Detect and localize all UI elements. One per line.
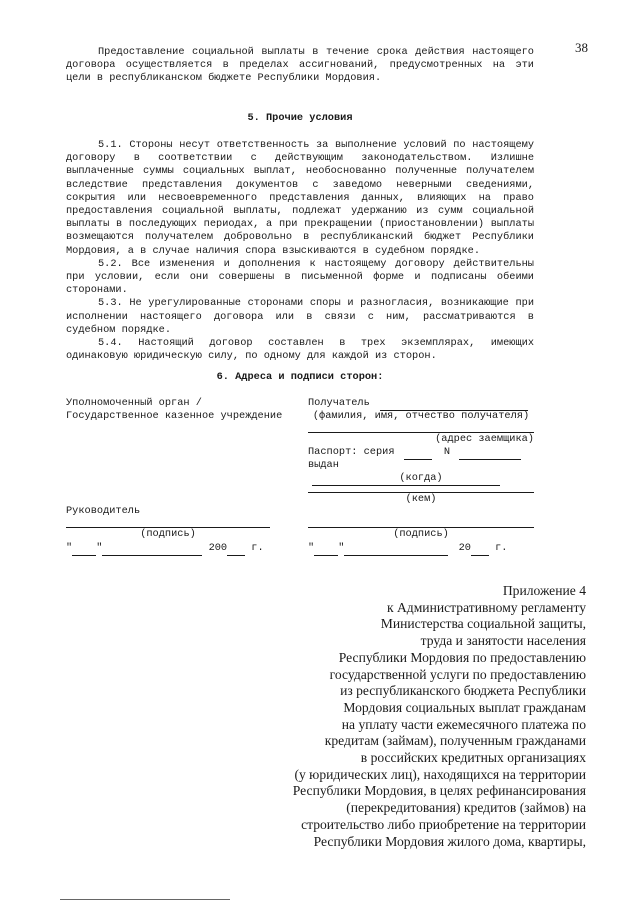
date-right-year-suffix: г. (495, 542, 508, 554)
recipient-caption: (фамилия, имя, отчество получателя) (312, 410, 530, 422)
head-label: Руководитель (66, 505, 141, 517)
appendix-line: (у юридических лиц), находящихся на территории (294, 766, 586, 782)
appendix-line: Мордовия социальных выплат гражданам (343, 699, 586, 715)
section-6-title: 6. Адреса и подписи сторон: (216, 371, 384, 383)
clause-5-1: 5.1. Стороны несут ответственность за выполнение условий по настоящему договору в соответствии с действующим законодательством. Излишне выплаченные суммы социальных выплат, необоснованно полученные получателем вследствие представления документов с заведомо неверными сведениями, сокрытия или несвоевременного представления данных, влияющих на право предоставления социальной выплаты, подлежат удержанию из сумм социальной выплаты в последующих периодах, а при прекращении (приостановлении) выплаты возмещаются получателем добровольно в республиканский бюджет Республики Мордовия, а в случае наличия спора взыскиваются в судебном порядке. (66, 139, 534, 257)
address-caption: (адрес заемщика) (435, 433, 534, 445)
appendix-line: на уплату части ежемесячного платежа по (341, 716, 586, 732)
date-left-day-line (72, 542, 96, 556)
appendix-line: строительство либо приобретение на территории (301, 816, 586, 832)
section-5-title: 5. Прочие условия (247, 112, 353, 124)
appendix-line: (перекредитования) кредитов (займов) на (346, 800, 586, 816)
date-right-day-line (314, 542, 338, 556)
date-right-year-line (471, 542, 489, 556)
authority-label-line1: Уполномоченный орган / (66, 397, 202, 409)
clause-5-3: 5.3. Не урегулированные сторонами споры и разногласия, возникающие при исполнении настоящего договора или в связи с ним, рассматриваются в судебном порядке. (66, 297, 534, 336)
date-right-year: 20 (458, 542, 471, 554)
intro-paragraph-block (66, 46, 534, 86)
clause-5-4: 5.4. Настоящий договор составлен в трех экземплярах, имеющих одинаковую юридическую силу, по одному для каждой из сторон. (66, 337, 534, 363)
authority-label-line2: Государственное казенное учреждение (66, 410, 283, 423)
date-left-year: 200 (208, 542, 228, 554)
date-left-month-line (102, 542, 202, 556)
appendix-line: Министерства социальной защиты, (380, 616, 586, 632)
passport-label: Паспорт: серия (308, 446, 395, 458)
appendix-line: Республики Мордовия по предоставлению (338, 649, 586, 665)
when-caption: (когда) (399, 472, 443, 484)
footer-rule (60, 899, 230, 900)
appendix-line: к Административному регламенту (386, 599, 586, 615)
section-5-body (66, 139, 534, 363)
section-6 (66, 371, 534, 384)
appendix-line: Республики Мордовия, в целях рефинансирования (292, 783, 586, 799)
authority-party (66, 397, 286, 423)
appendix-header (286, 583, 586, 850)
section-5 (66, 112, 534, 125)
appendix-line: из республиканского бюджета Республики (340, 683, 586, 699)
date-right-month-line (344, 542, 448, 556)
appendix-line: в российских кредитных организациях (360, 750, 586, 766)
page-number: 38 (575, 40, 588, 55)
date-right-quote-open: " (308, 542, 315, 554)
date-left-year-suffix: г. (251, 542, 264, 554)
issued-label: выдан (308, 459, 339, 471)
clause-5-2: 5.2. Все изменения и дополнения к настоящему договору действительны при условии, если они совершены в письменной форме и подписаны обеими сторонами. (66, 257, 534, 297)
intro-paragraph: Предоставление социальной выплаты в течение срока действия настоящего договора осуществляется в пределах ассигнований, предусмотренных на эти цели в республиканском бюджете Республики Мордовия. (66, 46, 534, 85)
date-left (66, 542, 264, 556)
appendix-line: кредитам (займам), полученным гражданами (324, 733, 586, 749)
date-left-quote-open: " (66, 542, 73, 554)
appendix-line: труда и занятости населения (420, 633, 586, 649)
appendix-line: Приложение 4 (502, 583, 586, 598)
by-whom-caption: (кем) (405, 493, 437, 505)
signature-caption-left: (подпись) (140, 528, 196, 540)
appendix-line: Республики Мордовия жилого дома, квартиры, (313, 833, 586, 849)
date-left-quote-close: " (96, 542, 103, 554)
passport-number-label: N (443, 446, 451, 458)
date-right-quote-close: " (338, 542, 345, 554)
date-right (308, 542, 507, 556)
signature-caption-right: (подпись) (393, 528, 449, 540)
recipient-label: Получатель (308, 397, 370, 409)
date-left-year-line (227, 542, 245, 556)
appendix-line: государственной услуги по предоставлению (329, 666, 586, 682)
